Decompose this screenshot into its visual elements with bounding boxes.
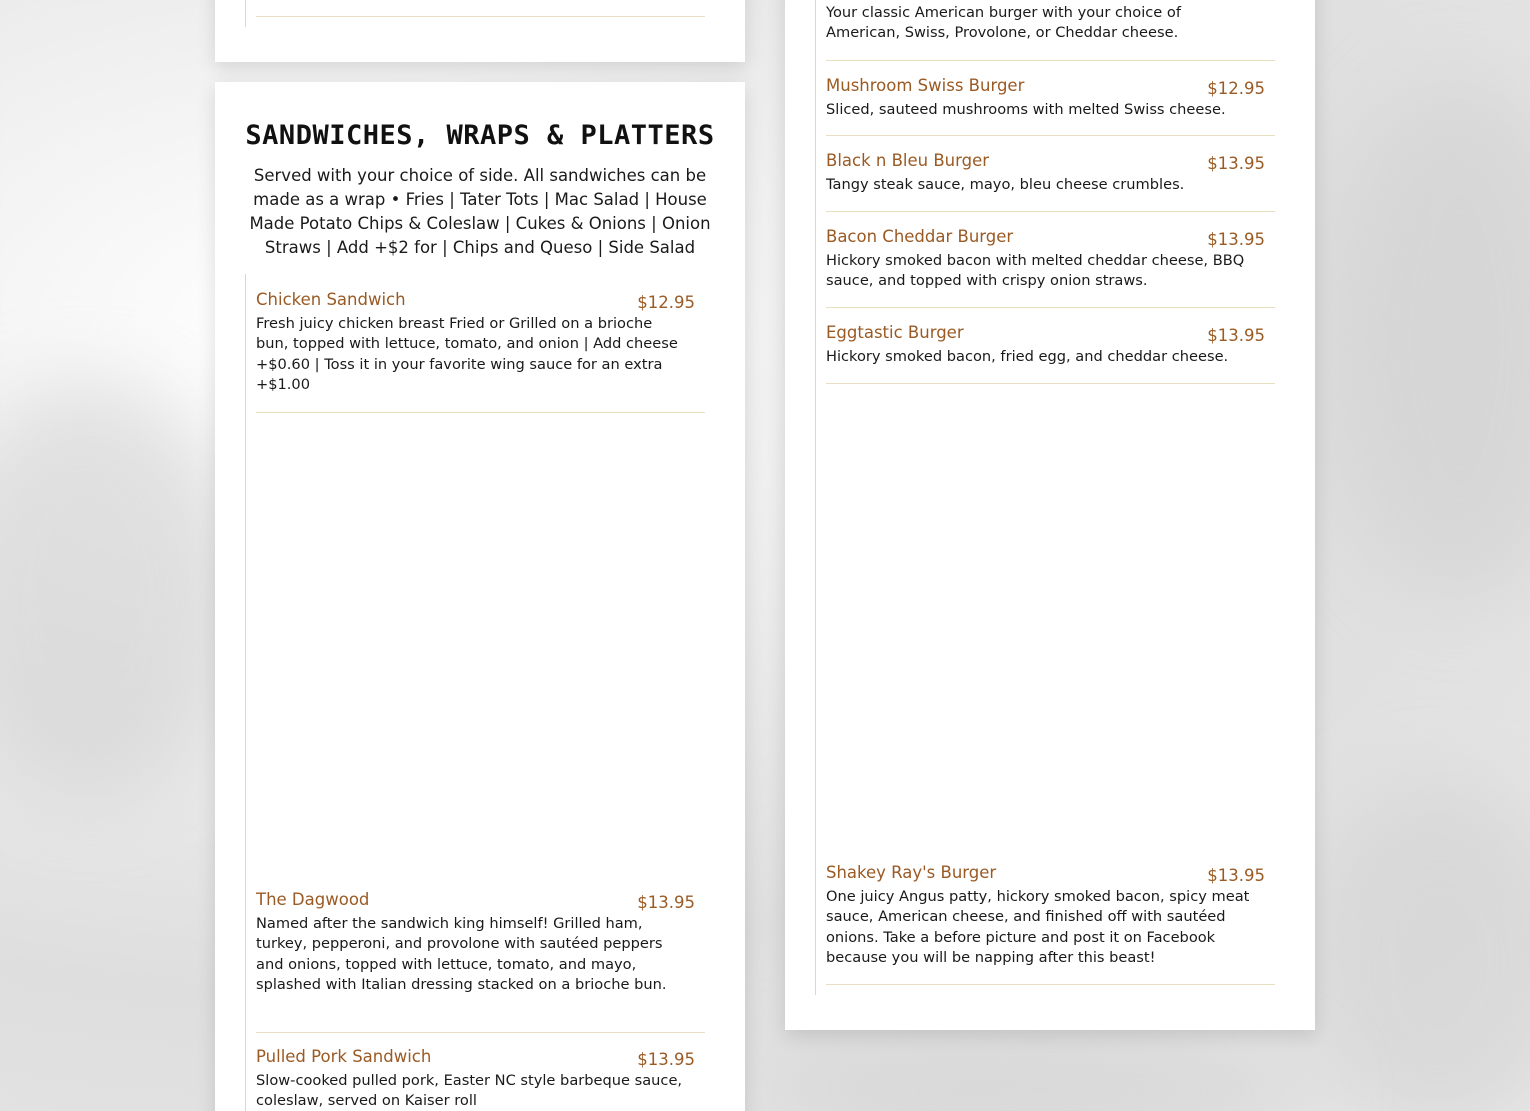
background-texture xyxy=(0,380,240,800)
menu-item-eggtastic-burger[interactable] xyxy=(826,323,1275,384)
item-price: $13.95 xyxy=(1207,326,1265,345)
item-price: $13.95 xyxy=(637,1050,695,1069)
divider xyxy=(245,0,246,27)
item-description: Tangy steak sauce, mayo, bleu cheese crumbles. xyxy=(826,176,1185,193)
item-name: Chicken Sandwich xyxy=(256,290,406,309)
divider xyxy=(256,16,705,17)
item-description: One juicy Angus patty, hickory smoked bacon, spicy meat sauce, American cheese, and finished off with sautéed onions. Take a before picture and post it on Facebook because you will be napping after this beast! xyxy=(826,888,1250,966)
menu-item-classic-burger[interactable] xyxy=(826,0,1275,61)
menu-item-bacon-cheddar-burger[interactable] xyxy=(826,227,1275,308)
divider xyxy=(815,0,816,995)
menu-item-the-dagwood[interactable] xyxy=(256,890,705,1033)
background-texture xyxy=(1300,780,1530,1111)
item-name: Shakey Ray's Burger xyxy=(826,863,997,882)
menu-item-chicken-sandwich[interactable] xyxy=(256,290,705,413)
item-price: $13.95 xyxy=(1207,866,1265,885)
item-name: The Dagwood xyxy=(256,890,370,909)
item-price: $13.95 xyxy=(637,893,695,912)
item-price: $13.95 xyxy=(1207,230,1265,249)
item-description: Sliced, sauteed mushrooms with melted Swiss cheese. xyxy=(826,101,1226,118)
item-name: Bacon Cheddar Burger xyxy=(826,227,1014,246)
item-description: Fresh juicy chicken breast Fried or Grilled on a brioche bun, topped with lettuce, tomato, and onion | Add cheese +$0.60 | Toss it in your favorite wing sauce for an extra +$1.00 xyxy=(256,315,678,393)
background-texture xyxy=(1330,80,1530,600)
section-title: SANDWICHES, WRAPS & PLATTERS xyxy=(245,120,715,151)
item-description: Hickory smoked bacon, fried egg, and cheddar cheese. xyxy=(826,348,1229,365)
item-description: Your classic American burger with your choice of American, Swiss, Provolone, or Cheddar cheese. xyxy=(826,4,1181,42)
item-description: Named after the sandwich king himself! Grilled ham, turkey, pepperoni, and provolone with sautéed peppers and onions, topped with lettuce, tomato, and mayo, splashed with Italian dressing stacked on a brioche bun. xyxy=(256,915,667,993)
item-name: Mushroom Swiss Burger xyxy=(826,76,1025,95)
item-price: $12.95 xyxy=(637,293,695,312)
burgers-card xyxy=(785,0,1315,1030)
sandwiches-card xyxy=(215,82,745,1111)
menu-item-mushroom-swiss-burger[interactable] xyxy=(826,76,1275,136)
item-name: Eggtastic Burger xyxy=(826,323,964,342)
section-description: Served with your choice of side. All sandwiches can be made as a wrap • Fries | Tater Tots | Mac Salad | House Made Potato Chips & Coleslaw | Cukes & Onions | Onion Straws | Add +$2 for | Chips and Queso | Side Salad xyxy=(249,166,711,257)
item-name: Black n Bleu Burger xyxy=(826,151,990,170)
menu-item-shakey-rays-burger[interactable] xyxy=(826,863,1275,985)
menu-card-previous xyxy=(215,0,745,62)
item-name: Pulled Pork Sandwich xyxy=(256,1047,432,1066)
item-description: Hickory smoked bacon with melted cheddar cheese, BBQ sauce, and topped with crispy onion straws. xyxy=(826,252,1245,290)
item-description: Slow-cooked pulled pork, Easter NC style barbeque sauce, coleslaw, served on Kaiser roll xyxy=(256,1072,683,1110)
menu-item-pulled-pork-sandwich[interactable] xyxy=(256,1047,705,1111)
divider xyxy=(245,274,246,1111)
item-price: $12.95 xyxy=(1207,79,1265,98)
item-price: $13.95 xyxy=(1207,154,1265,173)
background-texture xyxy=(760,1030,1320,1111)
menu-item-black-n-bleu-burger[interactable] xyxy=(826,151,1275,212)
